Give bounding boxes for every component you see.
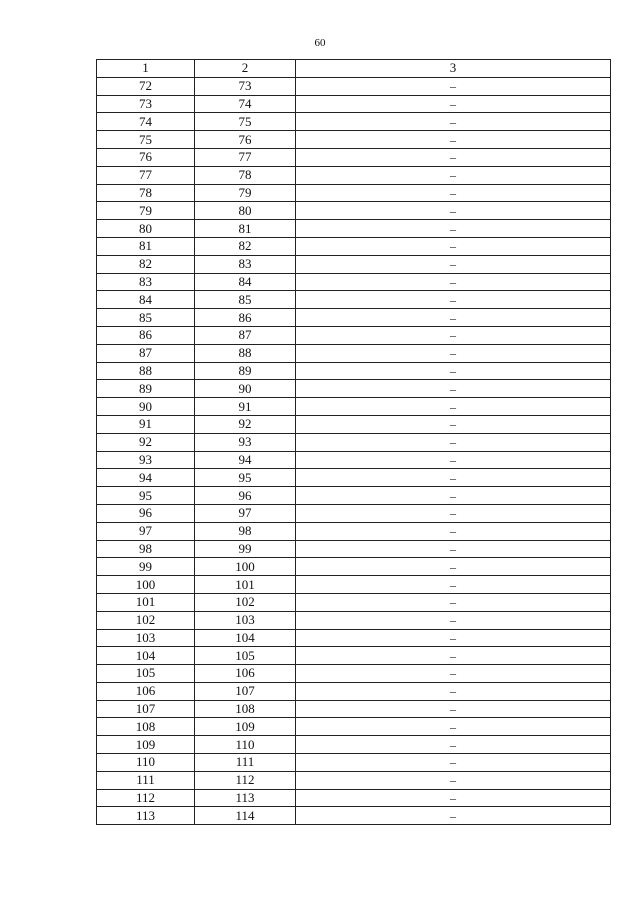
table-row [97, 771, 611, 789]
table-header [97, 60, 611, 78]
table-row [97, 362, 611, 380]
table-cell: 109 [97, 736, 195, 754]
table-cell: 101 [97, 593, 195, 611]
table-row [97, 700, 611, 718]
table-cell: 105 [195, 647, 296, 665]
page-number: 60 [314, 37, 326, 49]
table-row [97, 522, 611, 540]
table-cell: – [296, 415, 611, 433]
table-row [97, 576, 611, 594]
table-cell: 73 [195, 77, 296, 95]
table-cell: 96 [97, 504, 195, 522]
table-cell: – [296, 255, 611, 273]
table-row [97, 540, 611, 558]
table-cell: – [296, 682, 611, 700]
table-cell: 82 [97, 255, 195, 273]
column-header: 2 [195, 60, 296, 78]
table-cell: 84 [195, 273, 296, 291]
table-row [97, 273, 611, 291]
table-cell: 75 [97, 131, 195, 149]
table-cell: – [296, 789, 611, 807]
table-row [97, 237, 611, 255]
table-cell: 98 [97, 540, 195, 558]
table-cell: 88 [97, 362, 195, 380]
table-cell: – [296, 558, 611, 576]
table-cell: 83 [97, 273, 195, 291]
table-cell: – [296, 77, 611, 95]
table-cell: – [296, 451, 611, 469]
table-cell: – [296, 202, 611, 220]
data-table [96, 59, 611, 825]
table-row [97, 807, 611, 825]
table-cell: 107 [97, 700, 195, 718]
table-cell: – [296, 487, 611, 505]
table-cell: 110 [97, 754, 195, 772]
table-cell: 83 [195, 255, 296, 273]
table-row [97, 451, 611, 469]
table-cell: – [296, 273, 611, 291]
table-cell: – [296, 309, 611, 327]
table-cell: – [296, 380, 611, 398]
table-row [97, 718, 611, 736]
table-cell: 84 [97, 291, 195, 309]
table-row [97, 647, 611, 665]
table-cell: 77 [195, 148, 296, 166]
table-cell: – [296, 736, 611, 754]
table-cell: 87 [97, 344, 195, 362]
table-row [97, 398, 611, 416]
table-row [97, 629, 611, 647]
table-cell: 103 [195, 611, 296, 629]
table-row [97, 255, 611, 273]
table-cell: – [296, 771, 611, 789]
table-row [97, 433, 611, 451]
table-cell: – [296, 593, 611, 611]
table-cell: 108 [195, 700, 296, 718]
table-row [97, 326, 611, 344]
table-cell: – [296, 611, 611, 629]
table-cell: – [296, 807, 611, 825]
table-cell: 93 [97, 451, 195, 469]
table-cell: 76 [97, 148, 195, 166]
table-row [97, 611, 611, 629]
table-cell: – [296, 166, 611, 184]
table-cell: 80 [195, 202, 296, 220]
table-cell: – [296, 522, 611, 540]
table-cell: – [296, 629, 611, 647]
table-cell: 82 [195, 237, 296, 255]
table-cell: 99 [195, 540, 296, 558]
table-cell: 96 [195, 487, 296, 505]
column-header: 1 [97, 60, 195, 78]
table-cell: 95 [195, 469, 296, 487]
table-cell: 113 [97, 807, 195, 825]
table-cell: – [296, 718, 611, 736]
table-cell: 86 [97, 326, 195, 344]
table-cell: 85 [195, 291, 296, 309]
table-cell: – [296, 220, 611, 238]
table-cell: 74 [97, 113, 195, 131]
table-cell: 110 [195, 736, 296, 754]
table-cell: 94 [195, 451, 296, 469]
table-cell: 105 [97, 665, 195, 683]
table-cell: 87 [195, 326, 296, 344]
table-cell: 88 [195, 344, 296, 362]
table-row [97, 754, 611, 772]
table-row [97, 415, 611, 433]
table-cell: 109 [195, 718, 296, 736]
table-row [97, 665, 611, 683]
table-cell: 77 [97, 166, 195, 184]
table-row [97, 148, 611, 166]
table-cell: 95 [97, 487, 195, 505]
table-cell: 75 [195, 113, 296, 131]
table-cell: 97 [195, 504, 296, 522]
table-cell: 99 [97, 558, 195, 576]
table-cell: – [296, 113, 611, 131]
table-row [97, 202, 611, 220]
table-cell: 90 [195, 380, 296, 398]
table-cell: 89 [195, 362, 296, 380]
table-row [97, 113, 611, 131]
table-cell: 81 [97, 237, 195, 255]
table-cell: 100 [195, 558, 296, 576]
table-row [97, 291, 611, 309]
table-cell: – [296, 433, 611, 451]
table-cell: 108 [97, 718, 195, 736]
table-row [97, 380, 611, 398]
table-cell: 91 [195, 398, 296, 416]
table-row [97, 220, 611, 238]
table-cell: 74 [195, 95, 296, 113]
table-cell: – [296, 326, 611, 344]
table-row [97, 131, 611, 149]
table-cell: 90 [97, 398, 195, 416]
header-row [97, 60, 611, 78]
table-cell: 79 [195, 184, 296, 202]
table-cell: 98 [195, 522, 296, 540]
table-cell: – [296, 469, 611, 487]
table-cell: 81 [195, 220, 296, 238]
table-row [97, 344, 611, 362]
table-cell: 104 [195, 629, 296, 647]
table-cell: – [296, 504, 611, 522]
table-cell: 92 [97, 433, 195, 451]
table-cell: 111 [97, 771, 195, 789]
table-cell: 107 [195, 682, 296, 700]
table-row [97, 184, 611, 202]
table-cell: 103 [97, 629, 195, 647]
table-row [97, 504, 611, 522]
table-cell: – [296, 95, 611, 113]
table-row [97, 682, 611, 700]
table-cell: 91 [97, 415, 195, 433]
table-cell: 79 [97, 202, 195, 220]
table-cell: 101 [195, 576, 296, 594]
table-cell: 78 [97, 184, 195, 202]
table-cell: – [296, 576, 611, 594]
table-cell: 80 [97, 220, 195, 238]
table-row [97, 166, 611, 184]
table-row [97, 789, 611, 807]
table-cell: – [296, 754, 611, 772]
table-cell: 112 [97, 789, 195, 807]
table-cell: – [296, 237, 611, 255]
table-row [97, 736, 611, 754]
table-row [97, 95, 611, 113]
table-cell: – [296, 398, 611, 416]
table-cell: 86 [195, 309, 296, 327]
table-cell: 72 [97, 77, 195, 95]
table-cell: 106 [97, 682, 195, 700]
table-cell: – [296, 362, 611, 380]
table-cell: 100 [97, 576, 195, 594]
table-cell: – [296, 540, 611, 558]
table-cell: 85 [97, 309, 195, 327]
table-row [97, 593, 611, 611]
table-cell: 114 [195, 807, 296, 825]
table-cell: 112 [195, 771, 296, 789]
table-row [97, 309, 611, 327]
table-cell: 97 [97, 522, 195, 540]
table-cell: 113 [195, 789, 296, 807]
table-cell: 76 [195, 131, 296, 149]
table-cell: 104 [97, 647, 195, 665]
column-header: 3 [296, 60, 611, 78]
table-cell: 89 [97, 380, 195, 398]
table-row [97, 469, 611, 487]
table-cell: 78 [195, 166, 296, 184]
table-cell: 73 [97, 95, 195, 113]
table-cell: – [296, 665, 611, 683]
table-cell: 94 [97, 469, 195, 487]
table-row [97, 487, 611, 505]
table-cell: – [296, 184, 611, 202]
table-cell: – [296, 344, 611, 362]
table-cell: – [296, 148, 611, 166]
table-body [97, 77, 611, 824]
table-row [97, 558, 611, 576]
table-cell: 102 [97, 611, 195, 629]
table-cell: – [296, 647, 611, 665]
table-cell: – [296, 291, 611, 309]
table-cell: 106 [195, 665, 296, 683]
table-cell: – [296, 131, 611, 149]
table-row [97, 77, 611, 95]
table-cell: 92 [195, 415, 296, 433]
table-cell: 102 [195, 593, 296, 611]
table-cell: 93 [195, 433, 296, 451]
table-cell: 111 [195, 754, 296, 772]
table-cell: – [296, 700, 611, 718]
